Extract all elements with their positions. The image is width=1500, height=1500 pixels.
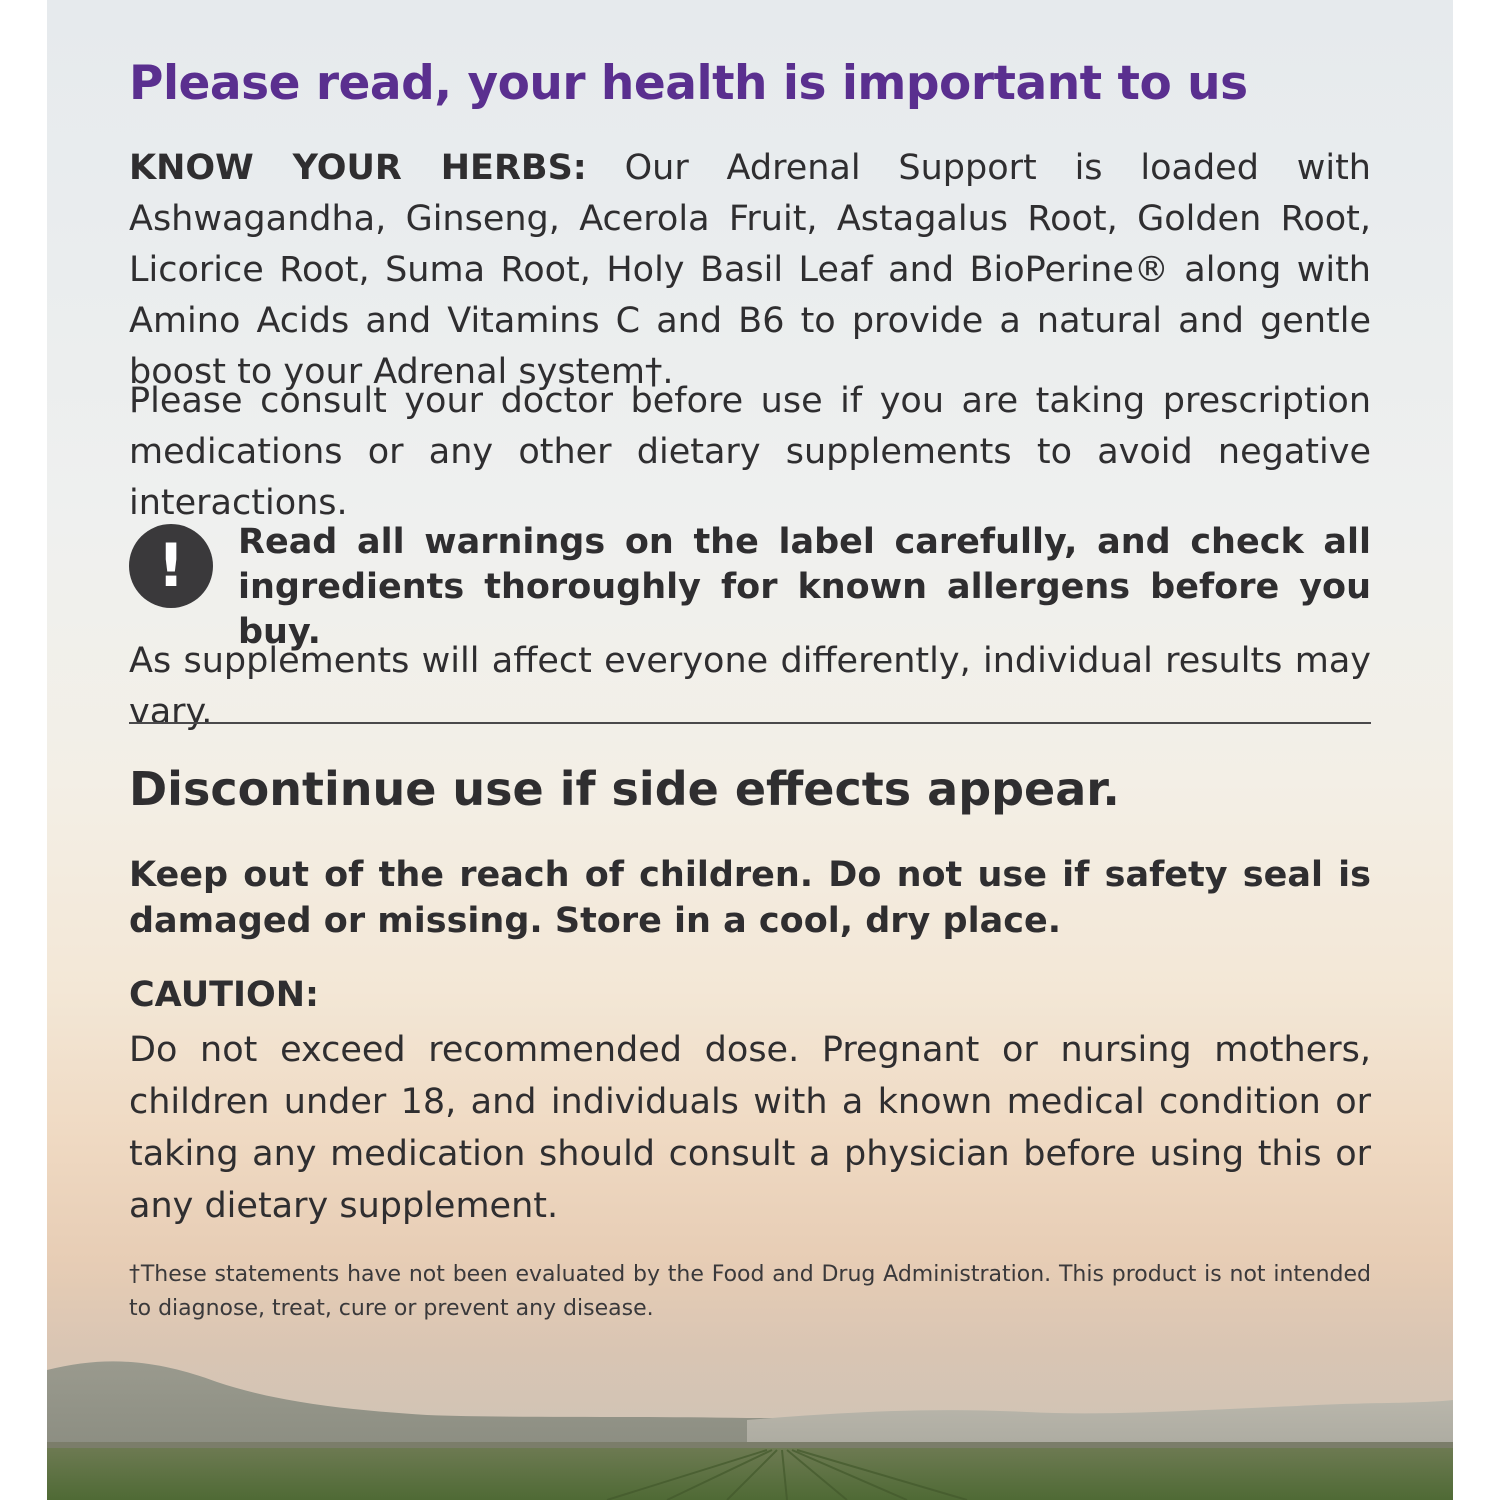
keep-out-text: Keep out of the reach of children. Do not use if safety seal is damaged or missing. Store in a cool, dry place. xyxy=(129,855,1371,941)
herbs-text: Our Adrenal Support is loaded with Ashwagandha, Ginseng, Acerola Fruit, Astagalus Root, Golden Root, Licorice Root, Suma Root, Holy Basil Leaf and BioPerine® along with Amino Acids and Vitamins C and B6 to provide a natural and gentle boost to your Adrenal system†. xyxy=(129,148,1371,392)
exclamation-icon: ! xyxy=(129,524,213,608)
herbs-label: KNOW YOUR HERBS: xyxy=(129,148,587,188)
caution-text: Do not exceed recommended dose. Pregnant or nursing mothers, children under 18, and individuals with a known medical condition or taking any medication should consult a physician before using this or any dietary supplement. xyxy=(129,1030,1371,1226)
landscape-image xyxy=(47,1330,1453,1500)
section-divider xyxy=(129,722,1371,724)
page-title: Please read, your health is important to us xyxy=(129,56,1248,111)
results-vary-text: As supplements will affect everyone differently, individual results may vary. xyxy=(129,641,1371,732)
warning-text: Read all warnings on the label carefully, and check all ingredients thoroughly for known allergens before you buy. xyxy=(238,522,1371,652)
consult-paragraph: Please consult your doctor before use if you are taking prescription medications or any other dietary supplements to avoid negative interactions. xyxy=(129,381,1371,523)
fda-footnote: †These statements have not been evaluated by the Food and Drug Administration. This product is not intended to diagnose, treat, cure or prevent any disease. xyxy=(129,1262,1371,1321)
warning-block xyxy=(129,520,1371,652)
label-panel xyxy=(47,0,1453,1500)
herbs-paragraph xyxy=(129,143,1371,398)
caution-label: CAUTION: xyxy=(129,975,320,1015)
discontinue-heading: Discontinue use if side effects appear. xyxy=(129,762,1120,816)
